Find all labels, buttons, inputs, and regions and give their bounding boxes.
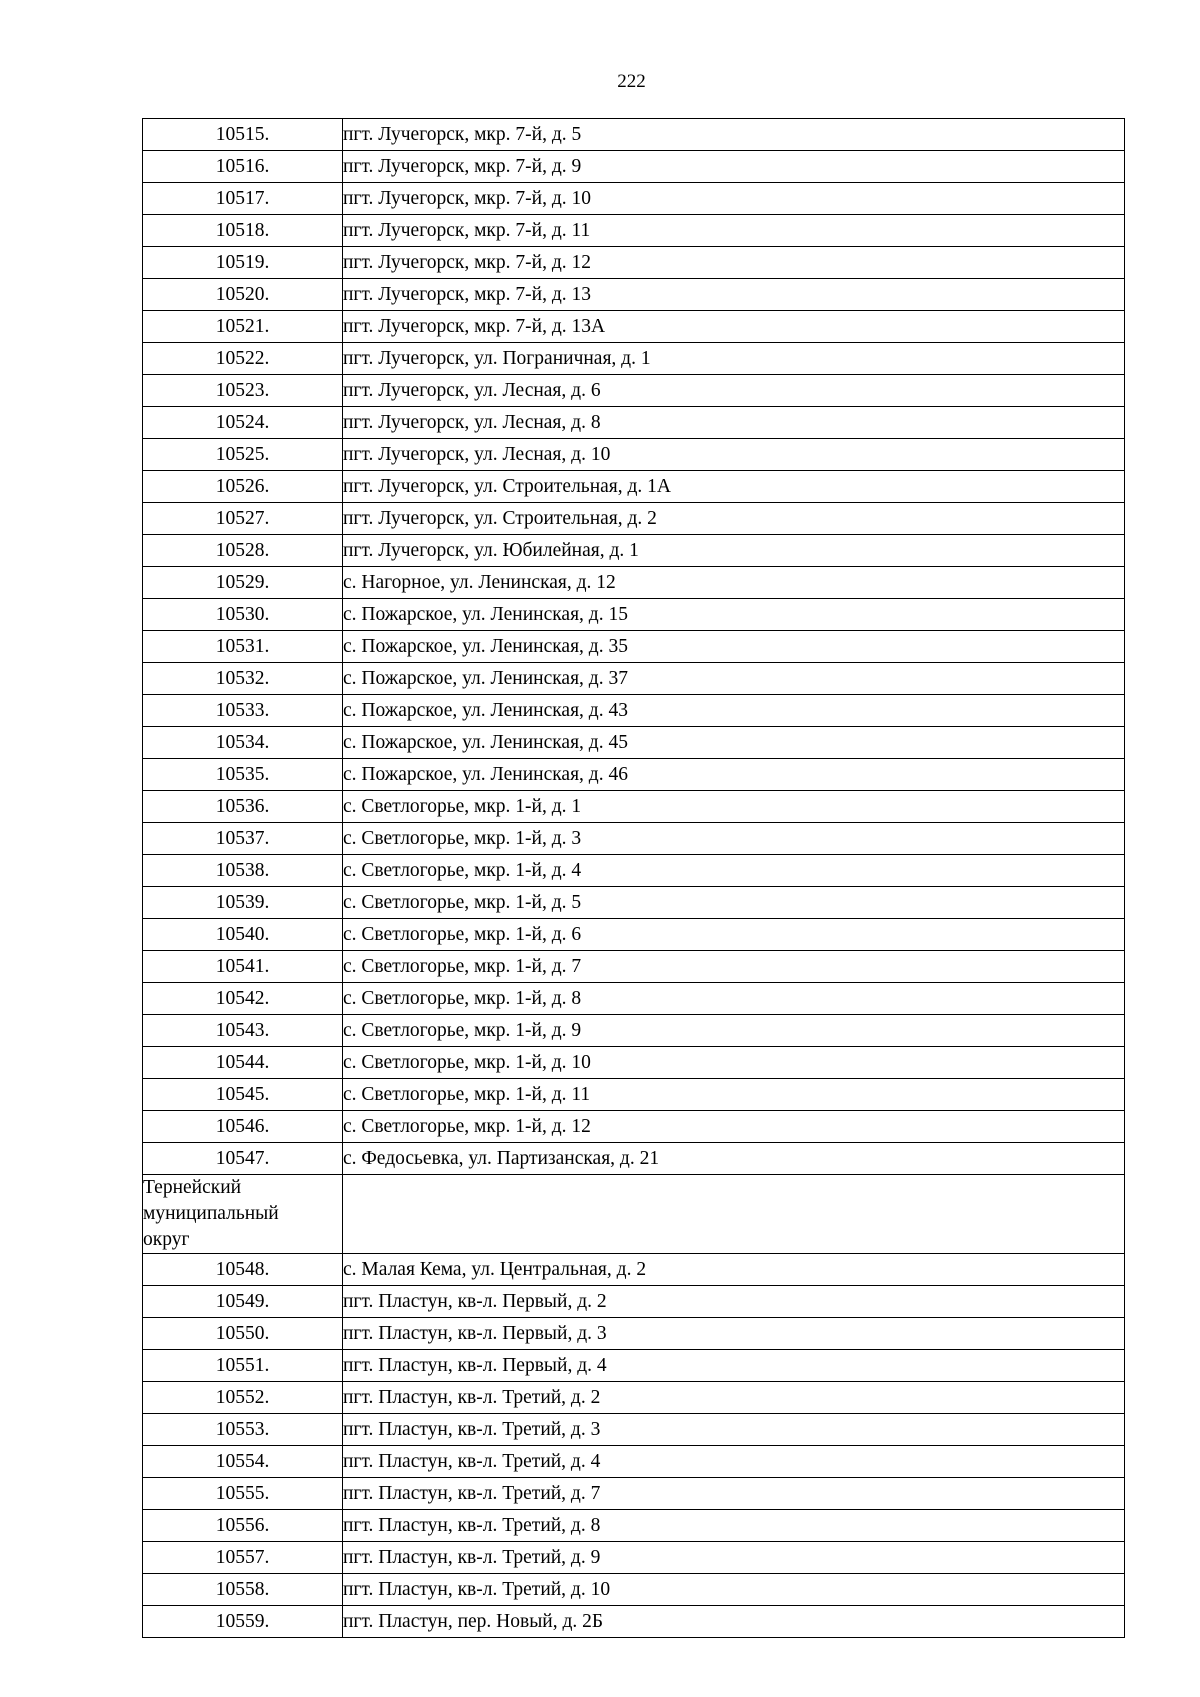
row-address: пгт. Пластун, кв-л. Третий, д. 8 <box>343 1510 1125 1542</box>
table-row <box>143 215 1125 247</box>
table-row <box>143 471 1125 503</box>
row-number: 10524. <box>143 407 343 439</box>
table-row <box>143 1382 1125 1414</box>
group-heading-row <box>143 1175 1125 1254</box>
row-address: с. Светлогорье, мкр. 1-й, д. 3 <box>343 823 1125 855</box>
row-number: 10526. <box>143 471 343 503</box>
table-row <box>143 1510 1125 1542</box>
row-address: с. Пожарское, ул. Ленинская, д. 46 <box>343 759 1125 791</box>
row-address: с. Светлогорье, мкр. 1-й, д. 10 <box>343 1047 1125 1079</box>
table-row <box>143 279 1125 311</box>
table-row <box>143 247 1125 279</box>
row-number: 10555. <box>143 1478 343 1510</box>
row-address: пгт. Пластун, кв-л. Третий, д. 3 <box>343 1414 1125 1446</box>
row-address: пгт. Пластун, кв-л. Третий, д. 4 <box>343 1446 1125 1478</box>
table-row <box>143 887 1125 919</box>
row-address: с. Светлогорье, мкр. 1-й, д. 6 <box>343 919 1125 951</box>
row-address: пгт. Лучегорск, мкр. 7-й, д. 13А <box>343 311 1125 343</box>
row-number: 10550. <box>143 1318 343 1350</box>
table-row <box>143 983 1125 1015</box>
table-row <box>143 119 1125 151</box>
row-number: 10529. <box>143 567 343 599</box>
row-number: 10539. <box>143 887 343 919</box>
row-number: 10531. <box>143 631 343 663</box>
row-address: с. Нагорное, ул. Ленинская, д. 12 <box>343 567 1125 599</box>
table-row <box>143 1446 1125 1478</box>
table-row <box>143 375 1125 407</box>
table-row <box>143 151 1125 183</box>
table-row <box>143 1143 1125 1175</box>
table-row <box>143 1047 1125 1079</box>
table-row <box>143 919 1125 951</box>
table-row <box>143 503 1125 535</box>
row-number: 10540. <box>143 919 343 951</box>
row-number: 10517. <box>143 183 343 215</box>
row-number: 10557. <box>143 1542 343 1574</box>
table-row <box>143 439 1125 471</box>
row-number: 10542. <box>143 983 343 1015</box>
row-number: 10543. <box>143 1015 343 1047</box>
table-row <box>143 791 1125 823</box>
row-address: пгт. Лучегорск, мкр. 7-й, д. 9 <box>343 151 1125 183</box>
row-address: с. Пожарское, ул. Ленинская, д. 45 <box>343 727 1125 759</box>
row-address: пгт. Лучегорск, мкр. 7-й, д. 13 <box>343 279 1125 311</box>
row-number: 10523. <box>143 375 343 407</box>
page-number: 222 <box>617 71 646 92</box>
row-number: 10554. <box>143 1446 343 1478</box>
table-row <box>143 1254 1125 1286</box>
row-number: 10516. <box>143 151 343 183</box>
table-row <box>143 855 1125 887</box>
row-address: пгт. Пластун, кв-л. Третий, д. 10 <box>343 1574 1125 1606</box>
table-row <box>143 663 1125 695</box>
row-address: пгт. Лучегорск, мкр. 7-й, д. 10 <box>343 183 1125 215</box>
table-row <box>143 343 1125 375</box>
row-number: 10535. <box>143 759 343 791</box>
row-address: с. Светлогорье, мкр. 1-й, д. 9 <box>343 1015 1125 1047</box>
row-address: пгт. Лучегорск, мкр. 7-й, д. 11 <box>343 215 1125 247</box>
row-number: 10528. <box>143 535 343 567</box>
row-number: 10518. <box>143 215 343 247</box>
table-row <box>143 1606 1125 1638</box>
table-row <box>143 407 1125 439</box>
row-address: пгт. Лучегорск, мкр. 7-й, д. 5 <box>343 119 1125 151</box>
row-address: с. Светлогорье, мкр. 1-й, д. 5 <box>343 887 1125 919</box>
table-row <box>143 599 1125 631</box>
row-address: пгт. Лучегорск, ул. Юбилейная, д. 1 <box>343 535 1125 567</box>
row-number: 10548. <box>143 1254 343 1286</box>
row-number: 10553. <box>143 1414 343 1446</box>
row-address: с. Пожарское, ул. Ленинская, д. 43 <box>343 695 1125 727</box>
row-number: 10532. <box>143 663 343 695</box>
row-address: с. Федосьевка, ул. Партизанская, д. 21 <box>343 1143 1125 1175</box>
row-address: пгт. Пластун, кв-л. Третий, д. 2 <box>343 1382 1125 1414</box>
row-number: 10515. <box>143 119 343 151</box>
table-row <box>143 1286 1125 1318</box>
table-row <box>143 1478 1125 1510</box>
row-number: 10520. <box>143 279 343 311</box>
table-row <box>143 311 1125 343</box>
row-number: 10538. <box>143 855 343 887</box>
row-address: пгт. Лучегорск, ул. Лесная, д. 8 <box>343 407 1125 439</box>
row-number: 10530. <box>143 599 343 631</box>
row-address: с. Пожарское, ул. Ленинская, д. 37 <box>343 663 1125 695</box>
table-row <box>143 1079 1125 1111</box>
row-address: с. Пожарское, ул. Ленинская, д. 15 <box>343 599 1125 631</box>
row-address: пгт. Лучегорск, ул. Строительная, д. 2 <box>343 503 1125 535</box>
address-table-body <box>143 119 1125 1638</box>
row-address: с. Малая Кема, ул. Центральная, д. 2 <box>343 1254 1125 1286</box>
row-address: с. Светлогорье, мкр. 1-й, д. 4 <box>343 855 1125 887</box>
table-row <box>143 1318 1125 1350</box>
row-number: 10527. <box>143 503 343 535</box>
row-number: 10552. <box>143 1382 343 1414</box>
row-address: пгт. Лучегорск, ул. Пограничная, д. 1 <box>343 343 1125 375</box>
row-number: 10541. <box>143 951 343 983</box>
row-address: пгт. Пластун, кв-л. Третий, д. 7 <box>343 1478 1125 1510</box>
row-address: пгт. Пластун, кв-л. Третий, д. 9 <box>343 1542 1125 1574</box>
row-address: с. Светлогорье, мкр. 1-й, д. 8 <box>343 983 1125 1015</box>
row-address: с. Светлогорье, мкр. 1-й, д. 1 <box>343 791 1125 823</box>
row-number: 10522. <box>143 343 343 375</box>
table-row <box>143 951 1125 983</box>
row-address: пгт. Пластун, пер. Новый, д. 2Б <box>343 1606 1125 1638</box>
row-number: 10544. <box>143 1047 343 1079</box>
row-number: 10551. <box>143 1350 343 1382</box>
table-row <box>143 1542 1125 1574</box>
table-row <box>143 183 1125 215</box>
row-number: 10545. <box>143 1079 343 1111</box>
row-number: 10533. <box>143 695 343 727</box>
row-number: 10534. <box>143 727 343 759</box>
group-empty-cell <box>343 1175 1125 1254</box>
row-number: 10549. <box>143 1286 343 1318</box>
row-address: с. Светлогорье, мкр. 1-й, д. 12 <box>343 1111 1125 1143</box>
address-table <box>142 118 1125 1638</box>
row-number: 10537. <box>143 823 343 855</box>
row-address: пгт. Лучегорск, мкр. 7-й, д. 12 <box>343 247 1125 279</box>
table-row <box>143 1111 1125 1143</box>
table-row <box>143 695 1125 727</box>
table-row <box>143 1414 1125 1446</box>
row-address: пгт. Лучегорск, ул. Лесная, д. 6 <box>343 375 1125 407</box>
table-row <box>143 1350 1125 1382</box>
table-row <box>143 567 1125 599</box>
row-address: с. Пожарское, ул. Ленинская, д. 35 <box>343 631 1125 663</box>
row-number: 10559. <box>143 1606 343 1638</box>
row-number: 10546. <box>143 1111 343 1143</box>
table-row <box>143 823 1125 855</box>
table-row <box>143 1574 1125 1606</box>
row-number: 10556. <box>143 1510 343 1542</box>
row-address: пгт. Пластун, кв-л. Первый, д. 3 <box>343 1318 1125 1350</box>
row-number: 10547. <box>143 1143 343 1175</box>
row-number: 10536. <box>143 791 343 823</box>
row-address: пгт. Лучегорск, ул. Строительная, д. 1А <box>343 471 1125 503</box>
row-address: пгт. Пластун, кв-л. Первый, д. 2 <box>343 1286 1125 1318</box>
row-address: с. Светлогорье, мкр. 1-й, д. 11 <box>343 1079 1125 1111</box>
table-row <box>143 727 1125 759</box>
row-address: пгт. Лучегорск, ул. Лесная, д. 10 <box>343 439 1125 471</box>
row-number: 10558. <box>143 1574 343 1606</box>
table-row <box>143 759 1125 791</box>
municipal-district-heading: Тернейский муниципальный округ <box>143 1175 343 1254</box>
table-row <box>143 535 1125 567</box>
row-address: с. Светлогорье, мкр. 1-й, д. 7 <box>343 951 1125 983</box>
row-number: 10521. <box>143 311 343 343</box>
table-row <box>143 1015 1125 1047</box>
row-number: 10519. <box>143 247 343 279</box>
row-address: пгт. Пластун, кв-л. Первый, д. 4 <box>343 1350 1125 1382</box>
row-number: 10525. <box>143 439 343 471</box>
table-row <box>143 631 1125 663</box>
